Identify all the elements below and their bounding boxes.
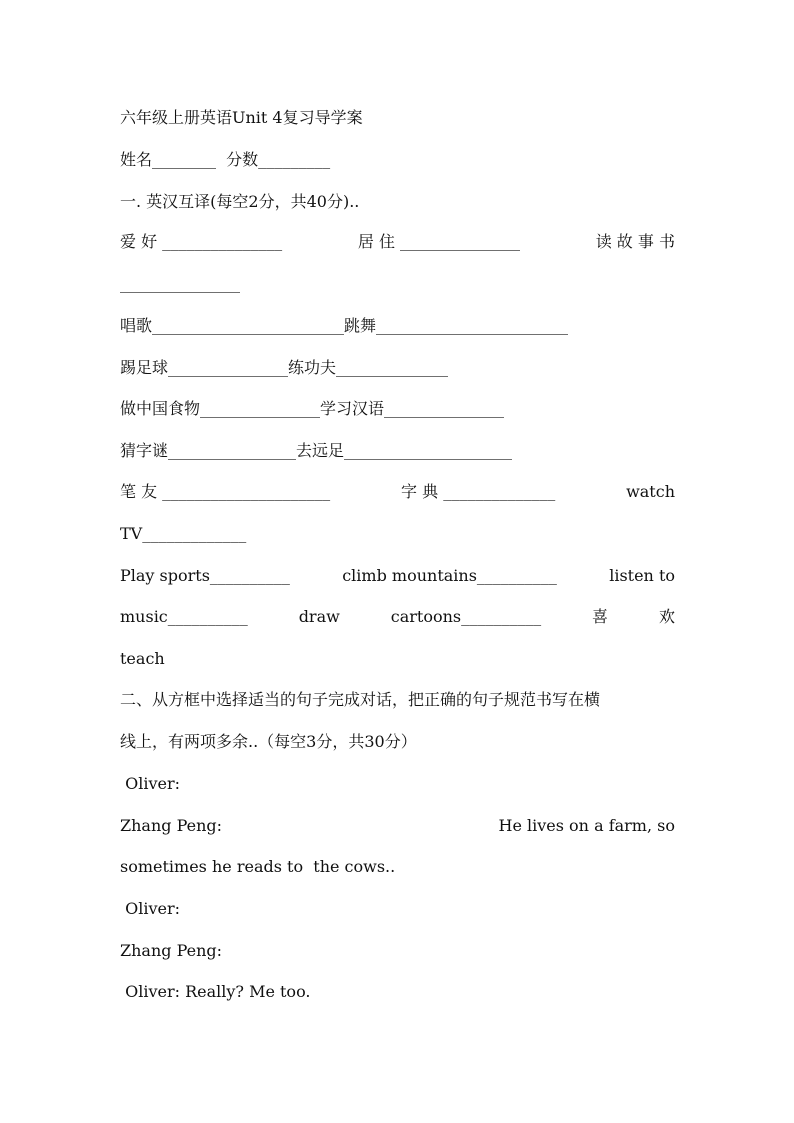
dialogue-line-oliver: Oliver: Really? Me too. (120, 982, 311, 1001)
vocab-item: music__________ (120, 607, 248, 626)
dialogue-speaker: Zhang Peng: (120, 816, 223, 835)
vocab-item: 居 住 _______________ (357, 232, 521, 251)
vocab-row-1-cont: _______________ (120, 274, 240, 293)
vocab-item: watch (626, 482, 675, 501)
section-2-heading-line-1: 二、从方框中选择适当的句子完成对话，把正确的句子规范书写在横 (120, 690, 601, 709)
vocab-item: Play sports__________ (120, 566, 290, 585)
vocab-item: 欢 (658, 607, 675, 626)
dialogue-text: He lives on a farm, so (498, 816, 675, 835)
vocab-item: 读 故 事 书 (595, 232, 675, 251)
vocab-row-3: 踢足球_______________练功夫______________ (120, 358, 449, 377)
vocab-row-6-cont: TV_____________ (120, 524, 247, 543)
vocab-row-8-cont: teach (120, 649, 165, 668)
section-2-heading-line-2: 线上，有两项多余..（每空3分，共30分） (120, 732, 417, 751)
vocab-item: climb mountains__________ (342, 566, 557, 585)
dialogue-line-oliver: Oliver: (120, 774, 180, 793)
vocab-item: 喜 (592, 607, 609, 626)
vocab-row-5: 猜字谜________________去远足_____________________ (120, 441, 513, 460)
vocab-row-4: 做中国食物_______________学习汉语_______________ (120, 399, 505, 418)
doc-title: 六年级上册英语Unit 4复习导学案 (120, 108, 363, 127)
vocab-row-6 (120, 482, 675, 502)
vocab-item: 笔 友 _____________________ (120, 482, 331, 501)
vocab-item: 字 典 ______________ (401, 482, 556, 501)
dialogue-line-oliver: Oliver: (120, 899, 180, 918)
vocab-item: cartoons__________ (390, 607, 542, 626)
dialogue-line-cont: sometimes he reads to the cows.. (120, 857, 396, 876)
vocab-row-8 (120, 607, 675, 627)
dialogue-line-zhang-peng: Zhang Peng: (120, 941, 223, 960)
dialogue-line-zhang-peng (120, 816, 675, 836)
vocab-item: listen to (609, 566, 675, 585)
vocab-item: draw (298, 607, 340, 626)
vocab-item: 爱 好 _______________ (120, 232, 283, 251)
vocab-row-1 (120, 232, 675, 252)
name-score-line: 姓名________ 分数_________ (120, 150, 331, 169)
section-1-heading: 一. 英汉互译(每空2分，共40分).. (120, 192, 360, 211)
vocab-row-7 (120, 566, 675, 586)
vocab-row-2: 唱歌________________________跳舞________________________ (120, 316, 569, 335)
